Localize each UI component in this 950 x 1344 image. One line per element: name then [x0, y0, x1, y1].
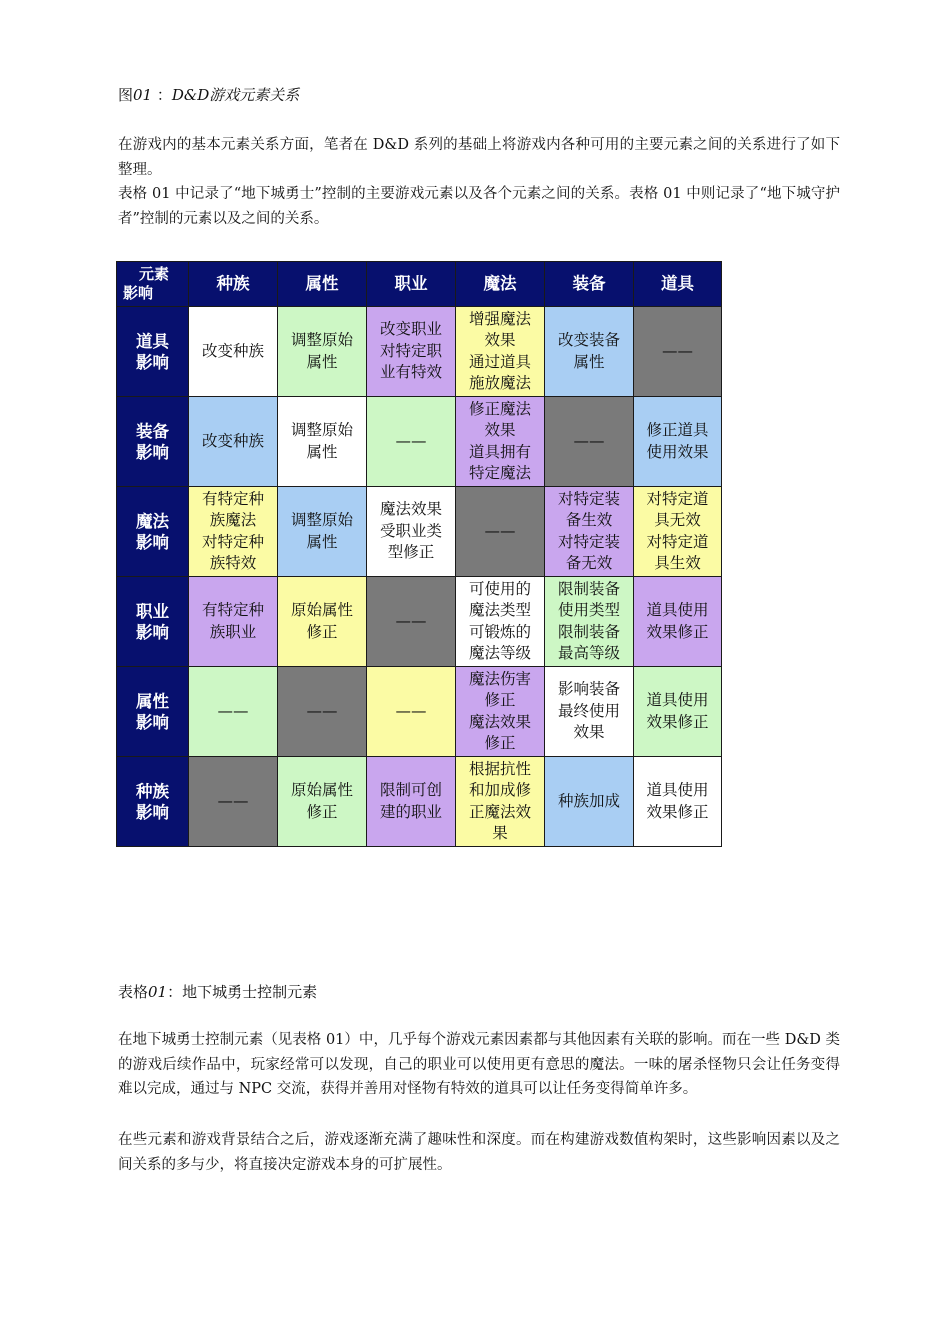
figure-caption-number: 01: [133, 86, 153, 104]
cell-text: 修正魔法 效果 道具拥有 特定魔法: [468, 399, 531, 482]
table-cell: [545, 577, 634, 667]
cell-text: 改变种族: [201, 341, 264, 360]
table-cell: [367, 487, 456, 577]
table-cell: [456, 577, 545, 667]
table-cell: [189, 577, 278, 667]
table-row: [117, 397, 722, 487]
cell-text: 增强魔法 效果 通过道具 施放魔法: [468, 309, 531, 392]
cell-text: 对特定装 备生效 对特定装 备无效: [557, 489, 620, 572]
table-cell: [634, 307, 722, 397]
row-header: [117, 397, 189, 487]
table-cell: [278, 667, 367, 757]
cell-text: 有特定种 族职业: [201, 601, 264, 641]
table-cell: [367, 757, 456, 847]
table-cell: [189, 397, 278, 487]
table-cell: [278, 307, 367, 397]
table-cell: [634, 757, 722, 847]
corner-label-top: 元素: [139, 265, 170, 283]
cell-text: ——: [395, 611, 427, 630]
row-header: [117, 757, 189, 847]
element-relation-table: [116, 261, 722, 847]
row-header-label: 魔法 影响: [136, 511, 169, 552]
cell-text: ——: [395, 431, 427, 450]
cell-text: 调整原始 属性: [290, 331, 353, 371]
table-cell: [278, 487, 367, 577]
table-caption-separator: ：: [167, 983, 183, 1001]
cell-text: 道具使用 效果修正: [646, 601, 709, 641]
table-cell: [189, 667, 278, 757]
row-header-label: 装备 影响: [136, 421, 169, 462]
table-cell: [545, 757, 634, 847]
cell-text: 道具使用 效果修正: [646, 781, 709, 821]
table-cell: [367, 577, 456, 667]
cell-text: 限制可创 建的职业: [379, 781, 442, 821]
cell-text: 改变种族: [201, 431, 264, 450]
table-cell: [634, 397, 722, 487]
cell-text: 影响装备 最终使用 效果: [557, 680, 620, 742]
paragraph-intro: 在游戏内的基本元素关系方面，笔者在 D&D 系列的基础上将游戏内各种可用的主要元素之间的关系进行了如下整理。: [118, 137, 840, 178]
figure-caption-separator: ：: [156, 86, 172, 104]
figure-caption-prefix: 图: [118, 86, 134, 104]
table-cell: [189, 757, 278, 847]
figure-caption: [118, 84, 299, 106]
row-header: [117, 667, 189, 757]
table-cell: [456, 667, 545, 757]
cell-text: ——: [484, 521, 516, 540]
column-header: 装备: [545, 262, 634, 307]
table-cell: [456, 487, 545, 577]
figure-caption-title: D&D游戏元素关系: [171, 86, 300, 104]
table-caption-number: 01: [148, 983, 168, 1001]
table-caption: [118, 981, 317, 1003]
row-header: [117, 577, 189, 667]
cell-text: 改变职业 对特定职 业有特效: [379, 320, 442, 382]
row-header-label: 属性 影响: [136, 691, 169, 732]
cell-text: ——: [395, 701, 427, 720]
table-cell: [456, 397, 545, 487]
table-cell: [456, 757, 545, 847]
row-header-label: 种族 影响: [136, 781, 169, 822]
table-row: [117, 757, 722, 847]
table-cell: [545, 397, 634, 487]
cell-text: 道具使用 效果修正: [646, 691, 709, 731]
table-cell: [367, 667, 456, 757]
row-header: [117, 307, 189, 397]
table-cell: [545, 667, 634, 757]
table-cell: [278, 397, 367, 487]
table-header-row: [117, 262, 722, 307]
column-header: 职业: [367, 262, 456, 307]
table-cell: [278, 757, 367, 847]
column-header: 种族: [189, 262, 278, 307]
cell-text: 可使用的 魔法类型 可锻炼的 魔法等级: [468, 579, 531, 662]
table-cell: [545, 307, 634, 397]
cell-text: 对特定道 具无效 对特定道 具生效: [646, 489, 709, 572]
corner-label-bottom: 影响: [123, 284, 154, 302]
table-cell: [456, 307, 545, 397]
table-row: [117, 667, 722, 757]
row-header-label: 职业 影响: [136, 601, 169, 642]
table-cell: [189, 307, 278, 397]
cell-text: 根据抗性 和加成修 正魔法效 果: [468, 759, 531, 842]
column-header: 魔法: [456, 262, 545, 307]
cell-text: 魔法伤害 修正 魔法效果 修正: [468, 669, 531, 752]
paragraph-conclusion: 在些元素和游戏背景结合之后，游戏逐渐充满了趣味性和深度。而在构建游戏数值构架时，这些影响因素以及之间关系的多与少，将直接决定游戏本身的可扩展性。: [118, 1132, 840, 1173]
table-cell: [634, 577, 722, 667]
table-cell: [634, 667, 722, 757]
table-row: [117, 307, 722, 397]
row-header-label: 道具 影响: [136, 331, 169, 372]
table-caption-title: 地下城勇士控制元素: [182, 983, 318, 1001]
cell-text: ——: [662, 341, 693, 360]
cell-text: 调整原始 属性: [290, 511, 353, 551]
cell-text: 改变装备 属性: [557, 331, 620, 371]
table-cell: [367, 397, 456, 487]
table-row: [117, 577, 722, 667]
row-header: [117, 487, 189, 577]
cell-text: 有特定种 族魔法 对特定种 族特效: [201, 489, 264, 572]
table-cell: [189, 487, 278, 577]
paragraph-analysis: 在地下城勇士控制元素（见表格 01）中，几乎每个游戏元素因素都与其他因素有关联的影响。而在一些 D&D 类的游戏后续作品中，玩家经常可以发现，自己的职业可以使用更有意思的魔法。一味的屠杀怪物只会让任务变得难以完成，通过与 NPC 交流，获得并善用对怪物有特效的道具可以让任务变得简单许多。: [118, 1032, 840, 1097]
table-cell: [634, 487, 722, 577]
cell-text: 修正道具 使用效果: [646, 421, 709, 461]
table-cell: [545, 487, 634, 577]
cell-text: 种族加成: [557, 791, 620, 810]
cell-text: ——: [573, 431, 605, 450]
column-header: 属性: [278, 262, 367, 307]
element-relation-table-wrapper: [116, 261, 721, 847]
cell-text: 调整原始 属性: [290, 421, 353, 461]
cell-text: 原始属性 修正: [290, 781, 353, 821]
cell-text: ——: [306, 701, 338, 720]
cell-text: ——: [217, 791, 249, 810]
cell-text: ——: [217, 701, 249, 720]
cell-text: 魔法效果 受职业类 型修正: [379, 500, 442, 562]
column-header: 道具: [634, 262, 722, 307]
cell-text: 限制装备 使用类型 限制装备 最高等级: [557, 579, 620, 662]
table-cell: [278, 577, 367, 667]
cell-text: 原始属性 修正: [290, 601, 353, 641]
paragraph-table-description: 表格 01 中记录了“地下城勇士”控制的主要游戏元素以及各个元素之间的关系。表格 01 中则记录了“地下城守护者”控制的元素以及之间的关系。: [118, 186, 840, 227]
table-corner-cell: [117, 262, 189, 307]
table-cell: [367, 307, 456, 397]
table-caption-prefix: 表格: [118, 983, 149, 1001]
table-row: [117, 487, 722, 577]
